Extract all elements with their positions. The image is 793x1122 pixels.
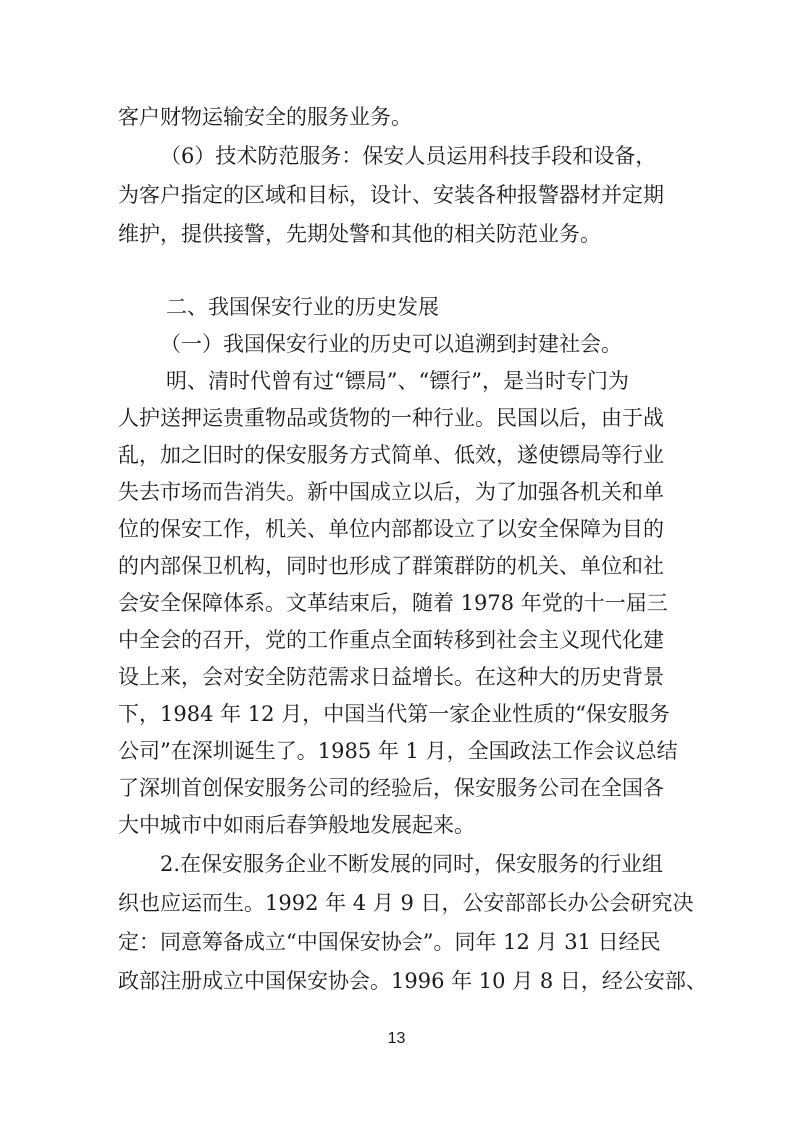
text-line-content: 的内部保卫机构，同时也形成了群策群防的机关、单位和社 [118, 554, 664, 578]
text-line-content: 下，1984 年 12 月，中国当代第一家企业性质的“保安服务 [118, 702, 670, 726]
text-line-content: 客户财物运输安全的服务业务。 [118, 105, 412, 129]
text-line-content: 了深圳首创保安服务公司的经验后，保安服务公司在全国各 [118, 776, 664, 800]
text-line [0, 399, 793, 437]
text-line-content: （6）技术防范服务：保安人员运用科技手段和设备， [160, 144, 657, 168]
text-line [0, 923, 793, 961]
text-line-content: 政部注册成立中国保安协会。1996 年 10 月 8 日，经公安部、 [118, 969, 707, 993]
text-line [0, 769, 793, 807]
text-line-content: 乱，加之旧时的保安服务方式简单、低效，遂使镖局等行业 [118, 443, 664, 467]
text-line [0, 362, 793, 400]
text-line-content: 大中城市中如雨后春笋般地发展起来。 [118, 813, 475, 837]
text-line-content: 设上来，会对安全防范需求日益增长。在这种大的历史背景 [118, 665, 664, 689]
text-line [0, 621, 793, 659]
text-line-content: 公司”在深圳诞生了。1985 年 1 月，全国政法工作会议总结 [118, 739, 678, 763]
text-line-content: 织也应运而生。1992 年 4 月 9 日，公安部部长办公会研究决 [118, 891, 694, 915]
text-line [0, 658, 793, 696]
text-line [0, 584, 793, 622]
text-line [0, 510, 793, 548]
text-line-content: 人护送押运贵重物品或货物的一种行业。民国以后，由于战 [118, 406, 664, 430]
text-line [0, 806, 793, 844]
page-number: 13 [387, 1030, 406, 1047]
text-line [0, 473, 793, 511]
text-line [0, 845, 793, 883]
text-line-content: 会安全保障体系。文革结束后，随着 1978 年党的十一届三 [118, 591, 668, 615]
text-line-content: 失去市场而告消失。新中国成立以后，为了加强各机关和单 [118, 480, 664, 504]
text-line-content: 为客户指定的区域和目标，设计、安装各种报警器材并定期 [118, 183, 664, 207]
section-heading [0, 288, 793, 326]
section-heading-text: 二、我国保安行业的历史发展 [166, 295, 439, 319]
text-line [0, 98, 793, 136]
text-line-content: 中全会的召开，党的工作重点全面转移到社会主义现代化建 [118, 628, 664, 652]
subsection-heading-text: （一）我国保安行业的历史可以追溯到封建社会。 [160, 332, 622, 356]
text-line [0, 547, 793, 585]
subsection-heading [0, 325, 793, 363]
text-line [0, 436, 793, 474]
text-line [0, 884, 793, 922]
text-line-content: 位的保安工作，机关、单位内部都设立了以安全保障为目的 [118, 517, 664, 541]
text-line [0, 176, 793, 214]
text-line [0, 137, 793, 175]
text-line [0, 695, 793, 733]
text-line-content: 2.在保安服务企业不断发展的同时，保安服务的行业组 [160, 852, 664, 876]
text-line-content: 维护，提供接警，先期处警和其他的相关防范业务。 [118, 222, 601, 246]
text-line-content: 定：同意筹备成立“中国保安协会”。同年 12 月 31 日经民 [118, 930, 661, 954]
text-line [0, 732, 793, 770]
text-line [0, 215, 793, 253]
text-line [0, 962, 793, 1000]
text-line-content: 明、清时代曾有过“镖局”、“镖行”，是当时专门为 [166, 369, 629, 393]
